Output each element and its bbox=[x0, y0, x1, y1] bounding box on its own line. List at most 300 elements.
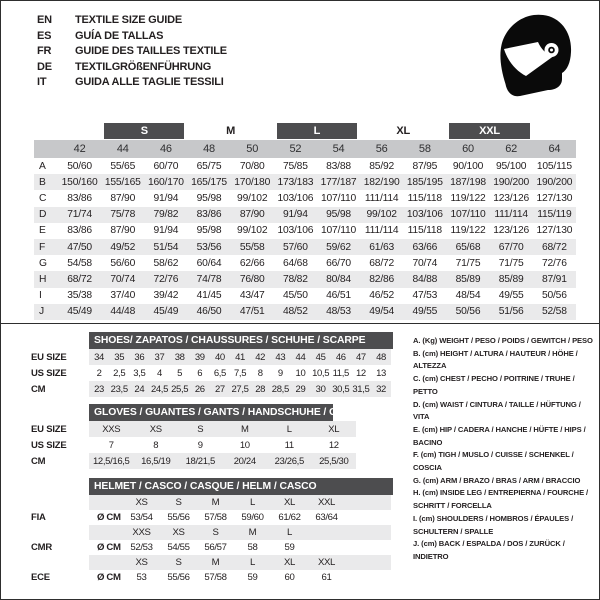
language-row bbox=[37, 44, 227, 60]
helmet-size-label: M bbox=[211, 497, 220, 508]
size-row-cm bbox=[31, 381, 393, 397]
size-cell: 25,5/30 bbox=[319, 455, 349, 467]
measure-value: 87/90 bbox=[239, 209, 265, 221]
measure-value: 95/98 bbox=[196, 225, 222, 237]
measure-value: 70/80 bbox=[239, 160, 265, 172]
size-cell: 23/26,5 bbox=[274, 455, 304, 467]
size-cell: 47 bbox=[355, 351, 366, 363]
measure-value: 187/198 bbox=[450, 176, 486, 188]
measure-value: 57/60 bbox=[282, 241, 308, 253]
size-column-header: 64 bbox=[548, 143, 561, 155]
shoes-section bbox=[31, 332, 393, 397]
measure-row-label: I bbox=[39, 290, 42, 302]
measure-value: 95/98 bbox=[196, 192, 222, 204]
measure-value: 79/82 bbox=[153, 209, 179, 221]
measure-row-b bbox=[34, 174, 576, 190]
size-cell: 12,5/16,5 bbox=[93, 455, 130, 467]
helmet-value-cells bbox=[89, 510, 391, 525]
shoes-rows bbox=[31, 349, 393, 397]
size-cell: 39 bbox=[194, 351, 205, 363]
helmet-size-value: 54/55 bbox=[167, 542, 190, 553]
size-group-label: XXL bbox=[449, 123, 529, 139]
measure-value: 83/88 bbox=[326, 160, 351, 172]
measure-value: 75/78 bbox=[110, 209, 136, 221]
measure-value: 90/100 bbox=[452, 160, 484, 172]
measure-value: 41/45 bbox=[196, 290, 222, 302]
measure-value: 173/183 bbox=[277, 176, 314, 188]
measure-value: 71/75 bbox=[455, 257, 481, 269]
measure-value: 119/122 bbox=[450, 225, 486, 237]
size-cell: 6 bbox=[197, 367, 203, 379]
size-cell: 43 bbox=[275, 351, 286, 363]
size-cell: 27,5 bbox=[231, 383, 249, 395]
language-title: TEXTILGRÖßENFÜHRUNG bbox=[75, 60, 212, 73]
measure-value: 49/55 bbox=[498, 290, 524, 302]
measure-value: 103/106 bbox=[406, 209, 443, 221]
size-cell: 23,5 bbox=[110, 383, 128, 395]
standard-label: FIA bbox=[31, 512, 46, 523]
measure-value: 155/165 bbox=[104, 176, 141, 188]
helmet-sizes-row-fia bbox=[31, 495, 393, 510]
legend-entry: C. (cm) CHEST / PECHO / POITRINE / TRUHE / PETTO bbox=[413, 374, 575, 396]
size-cell: 10 bbox=[239, 439, 250, 451]
size-cell: 12 bbox=[328, 439, 339, 451]
measure-value: 177/187 bbox=[320, 176, 357, 188]
measure-row-g bbox=[34, 255, 576, 271]
size-cell: 34 bbox=[94, 351, 104, 363]
measure-value: 50/56 bbox=[541, 290, 567, 302]
language-code: DE bbox=[37, 60, 52, 73]
legend-entry: A. (Kg) WEIGHT / PESO / POIDS / GEWITCH / PESO bbox=[413, 336, 593, 345]
measure-row-label: D bbox=[39, 209, 47, 221]
measure-value: 91/94 bbox=[153, 192, 179, 204]
size-cell: 10 bbox=[295, 367, 306, 379]
measure-row-label: E bbox=[39, 225, 46, 237]
measure-value: 44/48 bbox=[110, 306, 136, 318]
measure-row-c bbox=[34, 190, 576, 206]
size-cell: 8 bbox=[153, 439, 159, 451]
measure-value: 50/56 bbox=[455, 306, 481, 318]
size-cell: 3,5 bbox=[133, 367, 146, 379]
helmet-rows bbox=[31, 495, 393, 585]
size-cell: 7,5 bbox=[233, 367, 247, 379]
language-code: ES bbox=[37, 29, 52, 42]
helmet-size-label: S bbox=[212, 527, 219, 538]
language-list bbox=[37, 13, 227, 91]
size-group-s bbox=[101, 122, 187, 140]
size-cell: XL bbox=[328, 423, 340, 435]
measure-value: 83/86 bbox=[67, 225, 92, 237]
measure-value: 127/130 bbox=[536, 225, 573, 237]
row-label: US SIZE bbox=[31, 439, 67, 451]
section-divider bbox=[1, 323, 600, 324]
measure-value: 95/100 bbox=[495, 160, 527, 172]
size-column-header: 42 bbox=[73, 143, 86, 155]
helmet-standard-row-fia bbox=[31, 510, 393, 525]
measure-value: 91/94 bbox=[153, 225, 179, 237]
helmet-value-cells bbox=[89, 540, 391, 555]
helmet-size-value: 61/62 bbox=[278, 512, 301, 523]
legend-entry: E. (cm) HIP / CADERA / HANCHE / HÜFTE / HIPS / BACINO bbox=[413, 424, 586, 447]
gloves-rows bbox=[31, 421, 393, 469]
shoes-title: SHOES/ ZAPATOS / CHAUSSURES / SCHUHE / SCARPE bbox=[94, 335, 366, 346]
size-group-m bbox=[187, 122, 273, 140]
col64-spacer bbox=[533, 122, 576, 140]
measure-value: 70/74 bbox=[412, 257, 438, 269]
row-label: CM bbox=[31, 455, 46, 467]
helmet-size-value: 53/54 bbox=[130, 512, 153, 523]
size-cell: 25,5 bbox=[171, 383, 189, 395]
row-label-spacer bbox=[31, 555, 89, 570]
helmet-size-label: XL bbox=[283, 557, 296, 568]
measure-row-label: F bbox=[39, 241, 46, 253]
size-column-header: 62 bbox=[505, 143, 518, 155]
size-cell: 6,5 bbox=[213, 367, 226, 379]
measure-value: 70/74 bbox=[110, 273, 136, 285]
row-label: CM bbox=[31, 383, 46, 395]
measure-value: 66/70 bbox=[326, 257, 351, 269]
size-cell: 48 bbox=[376, 351, 386, 363]
helmet-size-value: 59 bbox=[247, 572, 258, 583]
measure-value: 55/58 bbox=[239, 241, 265, 253]
measure-value: 91/94 bbox=[282, 209, 308, 221]
measure-value: 85/89 bbox=[498, 273, 524, 285]
measure-value: 107/110 bbox=[320, 225, 357, 237]
size-cell: 11,5 bbox=[332, 367, 349, 379]
language-row bbox=[37, 13, 227, 29]
size-row-us-size bbox=[31, 437, 393, 453]
diameter-unit-label: Ø CM bbox=[97, 512, 121, 523]
helmet-size-value: 63/64 bbox=[315, 512, 338, 523]
helmet-size-value: 60 bbox=[284, 572, 295, 583]
row-label: US SIZE bbox=[31, 367, 67, 379]
size-group-row bbox=[34, 122, 576, 140]
size-cell: 28,5 bbox=[271, 383, 289, 395]
measure-value: 115/119 bbox=[537, 209, 572, 221]
helmet-title-bar bbox=[89, 478, 393, 495]
measure-value: 46/52 bbox=[369, 290, 395, 302]
measure-value: 85/92 bbox=[369, 160, 395, 172]
measure-value: 63/66 bbox=[412, 241, 438, 253]
helmet-size-label: XS bbox=[172, 527, 185, 538]
measure-value: 75/85 bbox=[282, 160, 308, 172]
measure-value: 80/84 bbox=[326, 273, 351, 285]
measure-value: 45/49 bbox=[153, 306, 179, 318]
measure-value: 46/51 bbox=[326, 290, 351, 302]
row-cells bbox=[89, 349, 391, 365]
size-cell: 11 bbox=[284, 439, 294, 451]
helmet-size-value: 57/58 bbox=[204, 512, 227, 523]
diameter-unit-label: Ø CM bbox=[97, 542, 121, 553]
size-cell: 16,5/19 bbox=[141, 455, 171, 467]
standard-label: ECE bbox=[31, 572, 50, 583]
size-cell: 18/21,5 bbox=[185, 455, 215, 467]
measure-value: 190/200 bbox=[536, 176, 573, 188]
helmet-size-value: 59/60 bbox=[241, 512, 264, 523]
size-cell: XXS bbox=[102, 423, 121, 435]
size-cell: 10,5 bbox=[312, 367, 330, 379]
measure-value: 82/86 bbox=[369, 273, 395, 285]
textile-size-table bbox=[34, 122, 576, 320]
measure-row-f bbox=[34, 239, 576, 255]
language-title: TEXTILE SIZE GUIDE bbox=[75, 14, 183, 26]
language-title: GUÍA DE TALLAS bbox=[75, 29, 164, 42]
measure-value: 50/60 bbox=[67, 160, 92, 172]
measure-value: 72/76 bbox=[541, 257, 567, 269]
size-column-header: 44 bbox=[116, 143, 129, 155]
size-cell: 46 bbox=[335, 351, 346, 363]
measure-row-h bbox=[34, 271, 576, 287]
size-cell: 31,5 bbox=[352, 383, 370, 395]
size-cell: S bbox=[197, 423, 204, 435]
helmet-size-label: XXL bbox=[317, 497, 336, 508]
measure-value: 127/130 bbox=[536, 192, 573, 204]
size-cell: L bbox=[286, 423, 292, 435]
language-title: GUIDA ALLE TAGLIE TESSILI bbox=[75, 76, 224, 88]
measure-value: 95/98 bbox=[326, 209, 351, 221]
measure-value: 185/195 bbox=[406, 176, 443, 188]
measure-value: 51/54 bbox=[153, 241, 179, 253]
helmet-size-value: 55/56 bbox=[167, 512, 190, 523]
standard-label: CMR bbox=[31, 542, 53, 553]
size-row-us-size bbox=[31, 365, 393, 381]
measure-row-label: C bbox=[39, 192, 47, 204]
row-cells bbox=[89, 421, 356, 437]
helmet-size-label: XXL bbox=[317, 557, 336, 568]
size-cell: 32 bbox=[376, 383, 386, 395]
size-column-header: 52 bbox=[289, 143, 302, 155]
racing-helmet-icon bbox=[488, 7, 574, 105]
helmet-size-value: 61 bbox=[321, 572, 332, 583]
measure-value: 99/102 bbox=[366, 209, 397, 221]
measure-value: 60/64 bbox=[196, 257, 222, 269]
measure-value: 65/75 bbox=[196, 160, 222, 172]
helmet-size-label: XL bbox=[283, 497, 296, 508]
helmet-size-label: M bbox=[248, 527, 257, 538]
size-cell: 29 bbox=[295, 383, 306, 395]
size-cell: 13 bbox=[376, 367, 386, 379]
measure-value: 49/52 bbox=[110, 241, 136, 253]
measure-row-label: J bbox=[39, 306, 44, 318]
measure-value: 83/86 bbox=[196, 209, 222, 221]
measure-value: 103/106 bbox=[277, 192, 314, 204]
size-column-header: 46 bbox=[159, 143, 172, 155]
helmet-size-value: 56/57 bbox=[204, 542, 227, 553]
col42-spacer bbox=[58, 122, 101, 140]
measure-value: 68/72 bbox=[541, 241, 567, 253]
measure-value: 78/82 bbox=[282, 273, 308, 285]
measure-row-j bbox=[34, 304, 576, 320]
measure-value: 45/50 bbox=[282, 290, 308, 302]
helmet-standard-row-ece bbox=[31, 570, 393, 585]
measure-value: 56/60 bbox=[110, 257, 136, 269]
size-group-xl bbox=[360, 122, 446, 140]
helmet-size-value: 52/53 bbox=[130, 542, 153, 553]
measure-value: 51/56 bbox=[498, 306, 524, 318]
size-cell: 23 bbox=[94, 383, 104, 395]
measure-row-d bbox=[34, 207, 576, 223]
measure-value: 87/90 bbox=[110, 192, 136, 204]
measure-value: 68/72 bbox=[67, 273, 92, 285]
measure-value: 150/160 bbox=[61, 176, 98, 188]
measure-value: 72/76 bbox=[153, 273, 179, 285]
measure-value: 58/62 bbox=[153, 257, 179, 269]
size-cell: 24,5 bbox=[150, 383, 169, 395]
row-label-spacer bbox=[31, 495, 89, 510]
legend-entry: I. (cm) SHOULDERS / HOMBROS / ÉPAULES / SCHULTERN / SPALLE bbox=[413, 513, 574, 536]
size-cell: 30 bbox=[315, 383, 326, 395]
measure-value: 37/40 bbox=[110, 290, 136, 302]
helmet-standard-row-cmr bbox=[31, 540, 393, 555]
measure-value: 190/200 bbox=[493, 176, 530, 188]
gloves-title-bar bbox=[89, 404, 369, 421]
measure-value: 103/106 bbox=[277, 225, 314, 237]
helmet-value-cells bbox=[89, 570, 391, 585]
size-cell: 42 bbox=[255, 351, 266, 363]
measure-row-label: H bbox=[39, 273, 47, 285]
size-column-header: 60 bbox=[462, 143, 474, 155]
size-cell: 8 bbox=[257, 367, 263, 379]
measure-value: 47/51 bbox=[239, 306, 265, 318]
size-cell: 20/24 bbox=[233, 455, 256, 467]
measure-value: 35/38 bbox=[67, 290, 92, 302]
helmet-size-label: L bbox=[250, 497, 255, 508]
size-cell: 36 bbox=[134, 351, 145, 363]
measure-value: 74/78 bbox=[196, 273, 222, 285]
measure-value: 52/58 bbox=[541, 306, 567, 318]
row-cells bbox=[89, 381, 391, 397]
measure-value: 39/42 bbox=[153, 290, 179, 302]
measure-value: 65/68 bbox=[455, 241, 481, 253]
measure-value: 55/65 bbox=[110, 160, 136, 172]
helmet-size-cells bbox=[89, 555, 391, 570]
helmet-size-value: 53 bbox=[136, 572, 147, 583]
measure-value: 60/70 bbox=[153, 160, 179, 172]
row-label: EU SIZE bbox=[31, 351, 67, 363]
measure-value: 59/62 bbox=[326, 241, 351, 253]
measure-value: 71/74 bbox=[67, 209, 92, 221]
helmet-size-label: M bbox=[211, 557, 220, 568]
size-cell: 44 bbox=[295, 351, 306, 363]
size-row-eu-size bbox=[31, 421, 393, 437]
helmet-sizes-row-cmr bbox=[31, 525, 393, 540]
measure-row-e bbox=[34, 223, 576, 239]
size-cell: 9 bbox=[197, 439, 203, 451]
language-code: IT bbox=[37, 76, 47, 88]
measure-value: 83/86 bbox=[67, 192, 92, 204]
shoes-title-bar bbox=[89, 332, 393, 349]
accessory-tables bbox=[31, 332, 393, 585]
measure-row-label: A bbox=[39, 160, 46, 172]
corner-spacer bbox=[34, 122, 58, 140]
helmet-size-cells bbox=[89, 495, 391, 510]
helmet-title: HELMET / CASCO / CASQUE / HELM / CASCO bbox=[94, 481, 317, 492]
measure-row-label: B bbox=[39, 176, 46, 188]
size-column-header: 48 bbox=[203, 143, 215, 155]
size-cell: 7 bbox=[108, 439, 114, 451]
measure-value: 47/53 bbox=[412, 290, 438, 302]
measure-value: 111/114 bbox=[494, 209, 528, 221]
size-cell: M bbox=[240, 423, 249, 435]
size-cell: 28 bbox=[255, 383, 266, 395]
row-cells bbox=[89, 437, 356, 453]
helmet-size-label: L bbox=[250, 557, 255, 568]
measure-value: 46/50 bbox=[196, 306, 222, 318]
measure-value: 43/47 bbox=[239, 290, 265, 302]
language-row bbox=[37, 60, 227, 76]
legend-entry: H. (cm) INSIDE LEG / ENTREPIERNA / FOURCHE / SCHRITT / FORCELLA bbox=[413, 488, 589, 511]
measure-row-label: G bbox=[39, 257, 47, 269]
measure-value: 111/114 bbox=[364, 225, 399, 237]
language-code: FR bbox=[37, 45, 52, 57]
diameter-unit-label: Ø CM bbox=[97, 572, 121, 583]
measure-value: 87/91 bbox=[541, 273, 567, 285]
size-cell: 40 bbox=[214, 351, 225, 363]
language-row bbox=[37, 75, 227, 91]
size-cell: 24 bbox=[134, 383, 145, 395]
measure-value: 53/56 bbox=[196, 241, 222, 253]
helmet-size-label: L bbox=[287, 527, 292, 538]
helmet-size-label: XXS bbox=[132, 527, 151, 538]
size-cell: 2 bbox=[96, 367, 102, 379]
size-group-l bbox=[274, 122, 360, 140]
measure-value: 105/115 bbox=[536, 160, 572, 172]
measure-value: 119/122 bbox=[450, 192, 486, 204]
helmet-size-label: XS bbox=[135, 557, 148, 568]
measure-value: 49/55 bbox=[412, 306, 438, 318]
helmet-size-value: 59 bbox=[284, 542, 295, 553]
measure-value: 48/52 bbox=[282, 306, 308, 318]
language-title: GUIDE DES TAILLES TEXTILE bbox=[75, 45, 227, 57]
measure-row-i bbox=[34, 288, 576, 304]
measure-value: 76/80 bbox=[239, 273, 265, 285]
helmet-size-label: XS bbox=[135, 497, 148, 508]
size-cell: 45 bbox=[315, 351, 326, 363]
measure-value: 99/102 bbox=[237, 225, 268, 237]
size-column-header: 50 bbox=[246, 143, 259, 155]
measure-value: 67/70 bbox=[498, 241, 524, 253]
size-cell: 27 bbox=[214, 383, 225, 395]
size-cell: XS bbox=[149, 423, 162, 435]
size-cell: 9 bbox=[277, 367, 283, 379]
measure-value: 64/68 bbox=[282, 257, 308, 269]
legend-entry: G. (cm) ARM / BRAZO / BRAS / ARM / BRACCIO bbox=[413, 475, 581, 485]
size-cell: 30,5 bbox=[332, 383, 350, 395]
measure-value: 165/175 bbox=[191, 176, 227, 188]
size-cell: 38 bbox=[174, 351, 185, 363]
size-cell: 12 bbox=[355, 367, 366, 379]
helmet-size-cells bbox=[89, 525, 391, 540]
measure-value: 115/118 bbox=[407, 225, 442, 237]
legend-entry: B. (cm) HEIGHT / ALTURA / HAUTEUR / HÖHE / ALTEZZA bbox=[413, 348, 578, 371]
measure-value: 87/95 bbox=[412, 160, 438, 172]
gloves-section bbox=[31, 404, 393, 469]
measure-row-a bbox=[34, 158, 576, 174]
measure-value: 62/66 bbox=[239, 257, 265, 269]
size-row-eu-size bbox=[31, 349, 393, 365]
helmet-size-label: S bbox=[175, 557, 182, 568]
measure-value: 160/170 bbox=[147, 176, 184, 188]
measure-value: 123/126 bbox=[493, 225, 530, 237]
measure-value: 107/110 bbox=[320, 192, 357, 204]
size-group-label: L bbox=[277, 123, 357, 139]
measure-value: 48/53 bbox=[326, 306, 351, 318]
measure-value: 71/75 bbox=[498, 257, 524, 269]
legend-entry: F. (cm) TIGH / MUSLO / CUISSE / SCHENKEL / COSCIA bbox=[413, 450, 574, 473]
helmet-size-value: 57/58 bbox=[204, 572, 227, 583]
size-column-header: 56 bbox=[375, 143, 388, 155]
measure-value: 61/63 bbox=[369, 241, 395, 253]
